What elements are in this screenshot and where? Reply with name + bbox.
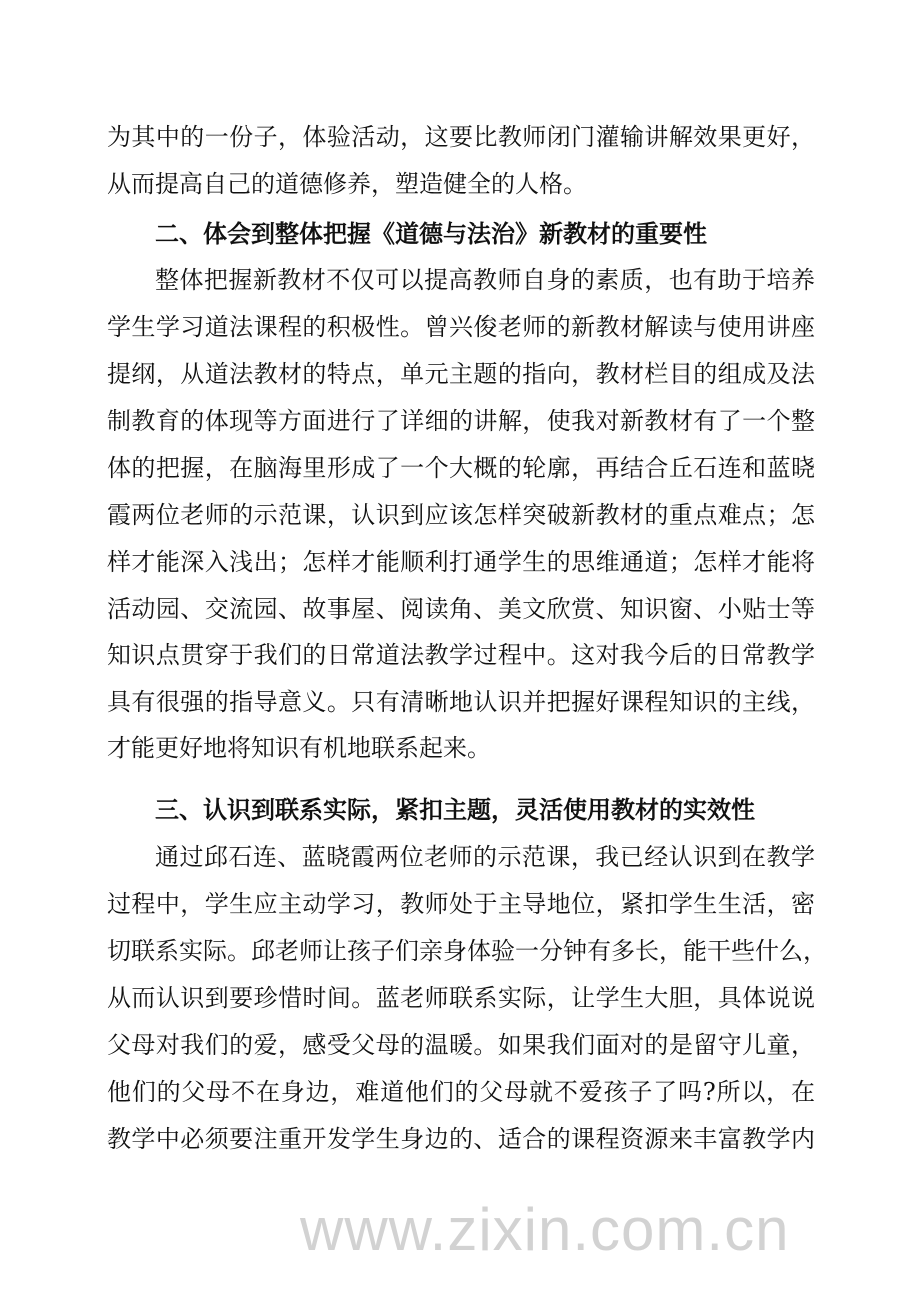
section-heading: 二、体会到整体把握《道德与法治》新教材的重要性 xyxy=(155,219,707,248)
text-line: 切联系实际。邱老师让孩子们亲身体验一分钟有多长，能干些什么， xyxy=(107,937,827,965)
text-line: 才能更好地将知识有机地联系起来。 xyxy=(107,734,491,762)
text-line: 过程中，学生应主动学习，教师处于主导地位，紧扣学生生活，密 xyxy=(107,890,815,918)
text-line: 体的把握，在脑海里形成了一个大概的轮廓，再结合丘石连和蓝晓 xyxy=(107,454,815,482)
text-line: 通过邱石连、蓝晓霞两位老师的示范课，我已经认识到在教学 xyxy=(155,843,815,871)
text-line: 他们的父母不在身边，难道他们的父母就不爱孩子了吗?所以，在 xyxy=(107,1078,815,1106)
text-line: 教学中必须要注重开发学生身边的、适合的课程资源来丰富教学内 xyxy=(107,1125,815,1153)
text-line: 整体把握新教材不仅可以提高教师自身的素质，也有助于培养 xyxy=(155,266,815,294)
text-line: 提纲，从道法教材的特点，单元主题的指向，教材栏目的组成及法 xyxy=(107,360,815,388)
text-line: 具有很强的指导意义。只有清晰地认识并把握好课程知识的主线， xyxy=(107,688,815,716)
section-heading: 三、认识到联系实际，紧扣主题，灵活使用教材的实效性 xyxy=(155,795,755,824)
text-line: 样才能深入浅出；怎样才能顺利打通学生的思维通道；怎样才能将 xyxy=(107,548,815,576)
text-line: 知识点贯穿于我们的日常道法教学过程中。这对我今后的日常教学 xyxy=(107,641,815,669)
text-line: 从而提高自己的道德修养，塑造健全的人格。 xyxy=(107,170,587,198)
text-line: 活动园、交流园、故事屋、阅读角、美文欣赏、知识窗、小贴士等 xyxy=(107,595,815,623)
text-line: 从而认识到要珍惜时间。蓝老师联系实际，让学生大胆，具体说说 xyxy=(107,984,815,1012)
text-line: 制教育的体现等方面进行了详细的讲解，使我对新教材有了一个整 xyxy=(107,407,815,435)
text-line: 霞两位老师的示范课，认识到应该怎样突破新教材的重点难点；怎 xyxy=(107,501,815,529)
watermark: www.zixin.com.cn xyxy=(300,1196,790,1263)
text-line: 父母对我们的爱，感受父母的温暖。如果我们面对的是留守儿童， xyxy=(107,1031,815,1059)
text-line: 为其中的一份子，体验活动，这要比教师闭门灌输讲解效果更好， xyxy=(107,123,815,151)
text-line: 学生学习道法课程的积极性。曾兴俊老师的新教材解读与使用讲座 xyxy=(107,313,815,341)
